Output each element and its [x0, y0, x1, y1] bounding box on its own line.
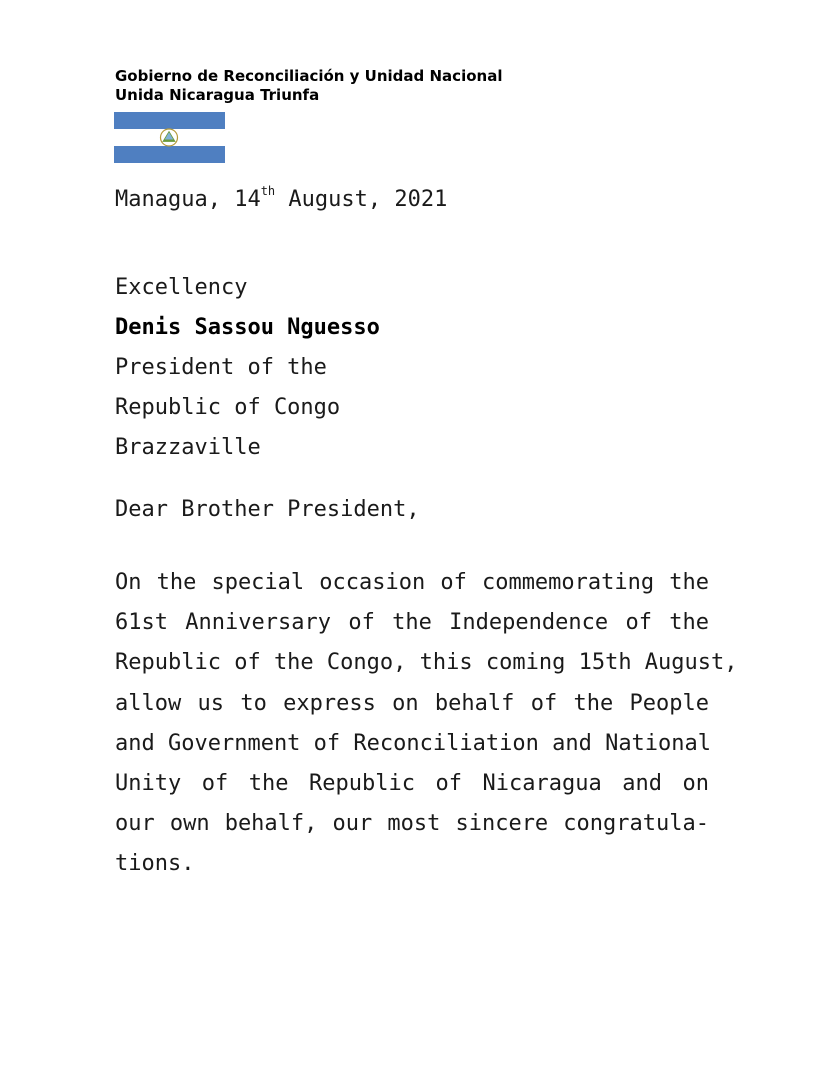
body-line: 61st Anniversary of the Independence of the	[115, 610, 709, 636]
letter-date	[115, 184, 448, 212]
salutation: Dear Brother President,	[115, 497, 420, 522]
body-line: allow us to express on behalf of the People	[115, 690, 709, 716]
letterhead-motto: Unida Nicaragua Triunfa	[115, 86, 320, 104]
date-place-day: Managua, 14	[115, 187, 261, 212]
recipient-name: Denis Sassou Nguesso	[115, 315, 380, 340]
body-line: and Government of Reconciliation and National	[115, 730, 712, 756]
body-line: tions.	[115, 851, 195, 877]
recipient-title-line1: President of the	[115, 355, 327, 380]
nicaragua-flag-icon	[114, 112, 225, 163]
body-line: Unity of the Republic of Nicaragua and on	[115, 771, 709, 797]
flag-band-bottom	[114, 146, 225, 163]
body-line: On the special occasion of commemorating the	[115, 570, 709, 595]
recipient-title-line2: Republic of Congo	[115, 395, 341, 420]
recipient-city: Brazzaville	[115, 435, 261, 460]
letter-body	[115, 563, 738, 885]
coat-of-arms-icon	[159, 128, 179, 147]
recipient-honorific: Excellency	[115, 275, 248, 300]
body-line: Republic of the Congo, this coming 15th August,	[115, 650, 738, 676]
recipient-address	[115, 268, 380, 468]
letterhead	[115, 67, 502, 105]
letterhead-government: Gobierno de Reconciliación y Unidad Nacional	[115, 67, 503, 85]
date-ordinal: th	[260, 184, 276, 198]
flag-band-top	[114, 112, 225, 129]
date-month-year: August, 2021	[275, 187, 448, 212]
body-line: our own behalf, our most sincere congratula-	[115, 811, 709, 837]
